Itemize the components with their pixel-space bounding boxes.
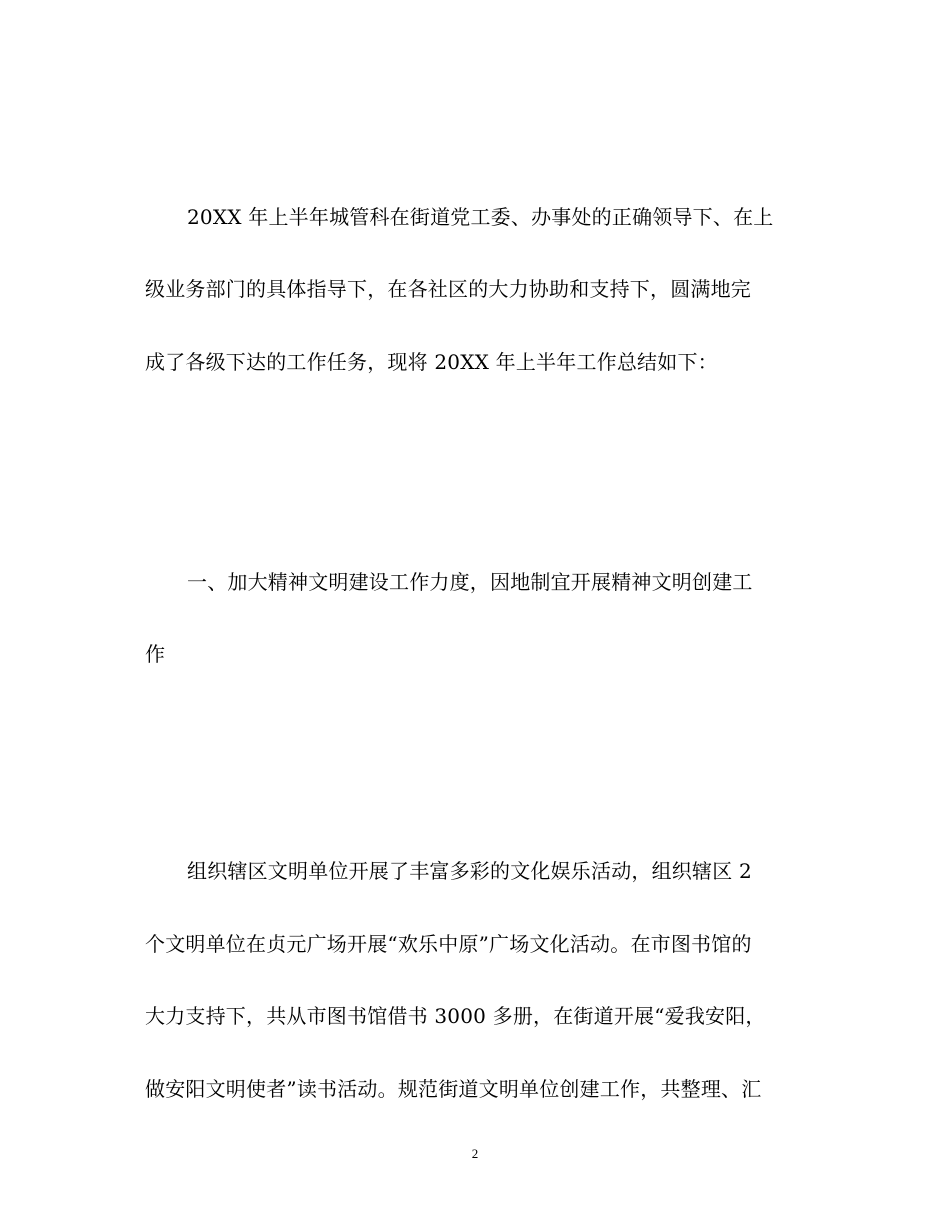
heading-line: 作 [145, 642, 166, 666]
page-number: 2 [471, 1146, 479, 1161]
paragraph-line: 大力支持下，共从市图书馆借书 3000 多册，在街道开展“爱我安阳， [145, 1004, 766, 1028]
paragraph-line: 成了各级下达的工作任务，现将 20XX 年上半年工作总结如下： [145, 350, 718, 374]
paragraph-line: 做安阳文明使者”读书活动。规范街道文明单位创建工作，共整理、汇 [145, 1077, 762, 1101]
heading-line: 一、加大精神文明建设工作力度，因地制宜开展精神文明创建工 [187, 570, 753, 594]
paragraph-line: 级业务部门的具体指导下，在各社区的大力协助和支持下，圆满地完 [145, 277, 751, 301]
paragraph-line: 20XX 年上半年城管科在街道党工委、办事处的正确领导下、在上 [187, 205, 774, 229]
paragraph-line: 组织辖区文明单位开展了丰富多彩的文化娱乐活动，组织辖区 2 [187, 859, 752, 883]
paragraph-line: 个文明单位在贞元广场开展“欢乐中原”广场文化活动。在市图书馆的 [145, 932, 752, 956]
